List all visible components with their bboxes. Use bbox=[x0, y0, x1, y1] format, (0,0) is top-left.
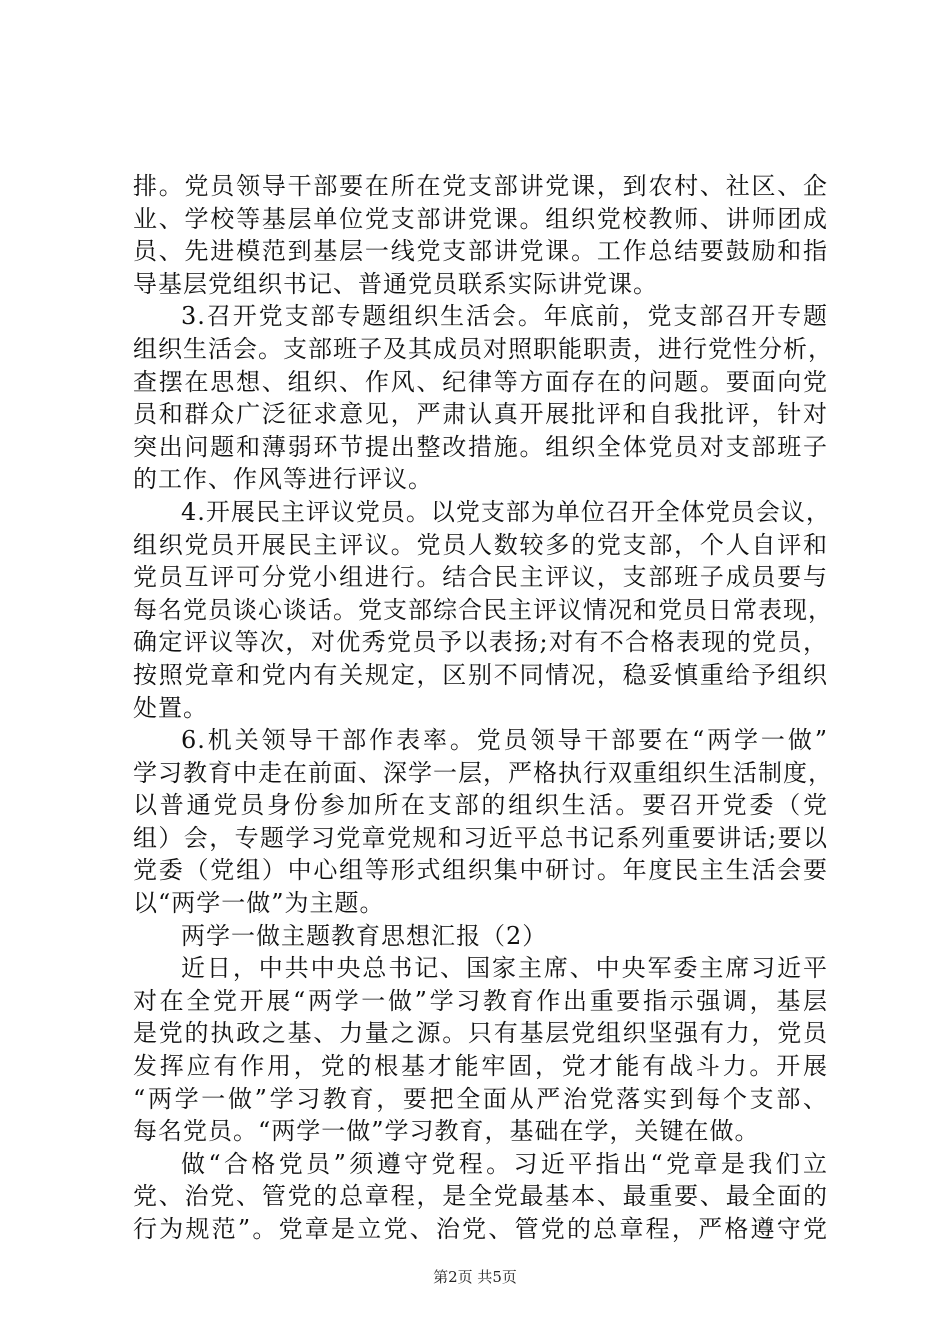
text-line: 确定评议等次，对优秀党员予以表扬;对有不合格表现的党员， bbox=[133, 628, 828, 657]
text-line: 突出问题和薄弱环节提出整改措施。组织全体党员对支部班子 bbox=[133, 432, 828, 461]
text-line: 排。党员领导干部要在所在党支部讲党课，到农村、社区、企 bbox=[133, 172, 828, 200]
text-line: 按照党章和党内有关规定，区别不同情况，稳妥慎重给予组织 bbox=[133, 660, 828, 689]
text-line: 每名党员谈心谈话。党支部综合民主评议情况和党员日常表现， bbox=[133, 595, 833, 624]
text-line: 以普通党员身份参加所在支部的组织生活。要召开党委（党 bbox=[133, 791, 828, 820]
text-line: 是党的执政之基、力量之源。只有基层党组织坚强有力，党员 bbox=[133, 1019, 828, 1048]
text-line: 以“两学一做”为主题。 bbox=[133, 889, 385, 918]
text-line: 组织党员开展民主评议。党员人数较多的党支部，个人自评和 bbox=[133, 530, 828, 559]
text-line: 的工作、作风等进行评议。 bbox=[133, 465, 433, 494]
text-line: “两学一做”学习教育，要把全面从严治党落实到每个支部、 bbox=[133, 1084, 828, 1113]
text-line: 行为规范”。党章是立党、治党、管党的总章程，严格遵守党 bbox=[133, 1215, 828, 1243]
text-line: 导基层党组织书记、普通党员联系实际讲党课。 bbox=[133, 269, 658, 298]
text-line: 党、治党、管党的总章程，是全党最基本、最重要、最全面的 bbox=[133, 1182, 828, 1211]
paragraph-first-line: 做“合格党员”须遵守党程。习近平指出“党章是我们立 bbox=[181, 1149, 828, 1178]
text-line: 查摆在思想、组织、作风、纪律等方面存在的问题。要面向党 bbox=[133, 367, 828, 396]
text-line: 发挥应有作用，党的根基才能牢固，党才能有战斗力。开展 bbox=[133, 1052, 828, 1081]
text-line: 对在全党开展“两学一做”学习教育作出重要指示强调，基层 bbox=[133, 986, 828, 1015]
text-line: 党委（党组）中心组等形式组织集中研讨。年度民主生活会要 bbox=[133, 856, 828, 885]
text-line: 学习教育中走在前面、深学一层，严格执行双重组织生活制度， bbox=[133, 758, 833, 787]
paragraph-first-line: 4.开展民主评议党员。以党支部为单位召开全体党员会议， bbox=[181, 497, 831, 526]
paragraph-first-line: 3.召开党支部专题组织生活会。年底前，党支部召开专题 bbox=[181, 302, 828, 331]
text-line: 每名党员。“两学一做”学习教育，基础在学，关键在做。 bbox=[133, 1117, 760, 1146]
text-line: 处置。 bbox=[133, 693, 208, 722]
text-line: 组织生活会。支部班子及其成员对照职能职责，进行党性分析， bbox=[133, 334, 833, 363]
page-number-footer: 第2页 共5页 bbox=[433, 1268, 517, 1286]
document-body bbox=[133, 170, 833, 1246]
paragraph-first-line: 6.机关领导干部作表率。党员领导干部要在“两学一做” bbox=[181, 726, 828, 755]
text-line: 员、先进模范到基层一线党支部讲党课。工作总结要鼓励和指 bbox=[133, 237, 828, 266]
text-line: 业、学校等基层单位党支部讲党课。组织党校教师、讲师团成 bbox=[133, 204, 828, 233]
text-line: 党员互评可分党小组进行。结合民主评议，支部班子成员要与 bbox=[133, 563, 828, 592]
text-line: 员和群众广泛征求意见，严肃认真开展批评和自我批评，针对 bbox=[133, 400, 828, 429]
paragraph-first-line: 近日，中共中央总书记、国家主席、中央军委主席习近平 bbox=[181, 954, 828, 983]
section-heading: 两学一做主题教育思想汇报（2） bbox=[181, 921, 548, 950]
text-line: 组）会，专题学习党章党规和习近平总书记系列重要讲话;要以 bbox=[133, 823, 828, 852]
